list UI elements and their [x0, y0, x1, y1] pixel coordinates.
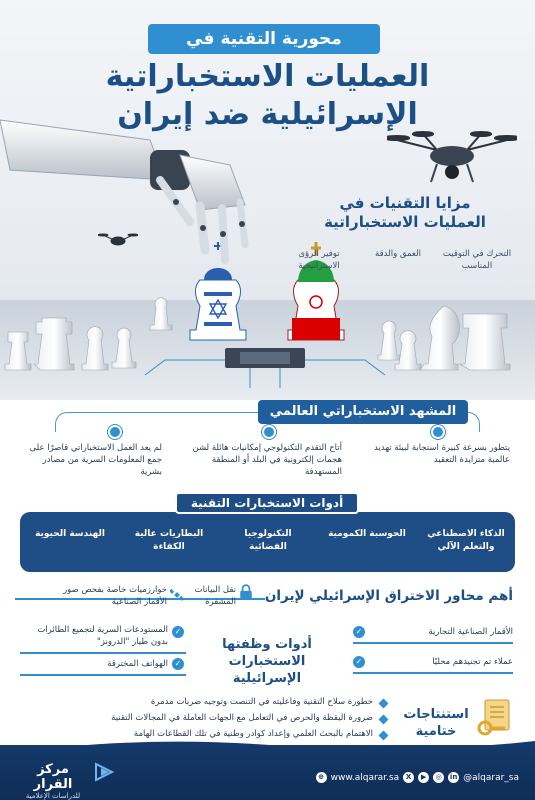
- x-icon[interactable]: X: [403, 772, 414, 783]
- youtube-icon[interactable]: ▶: [418, 772, 429, 783]
- axes-title: أهم محاور الاختراق الإسرائيلي لإيران: [264, 588, 513, 604]
- page-title-line1: العمليات الاستخباراتية: [105, 59, 430, 94]
- axes-item: خوارزميات خاصة بفحص صور الأقمار الصناعية: [63, 585, 167, 607]
- advantages-list: [283, 248, 513, 272]
- advantage-item: توفير الرؤى الاستراتيجية: [298, 249, 340, 271]
- tools-functions-title-line1: أدوات وظفتها: [222, 637, 312, 652]
- footer-logo-text: [18, 762, 88, 800]
- item-underline: [20, 652, 186, 654]
- check-icon: ✓: [353, 656, 365, 668]
- advantages-title: [305, 194, 505, 232]
- tools-function-item: الأقمار الصناعية التجارية: [428, 627, 513, 637]
- axes-item: نقل البيانات المشفرة: [194, 585, 236, 607]
- advantage-item: التحرك في التوقيت المناسب: [442, 249, 512, 271]
- conclusions-title-line1: استنتاجات: [403, 707, 469, 722]
- tools-title: أدوات الاستخبارات التقنية: [175, 492, 359, 514]
- conclusions-title-line2: ختامية: [415, 724, 457, 739]
- page-title-line2: الإسرائيلية ضد إيران: [117, 97, 418, 132]
- timeline-dot: [108, 425, 122, 439]
- tool-item: الهندسة الحيوية: [35, 529, 105, 539]
- page-title: [40, 58, 495, 134]
- tools-functions-title-line2: الاستخبارات الإسرائيلية: [228, 654, 306, 686]
- tool-item: الحوسبة الكمومية: [328, 529, 406, 539]
- subtitle-banner: محورية التقنية في: [148, 24, 380, 54]
- instagram-icon[interactable]: ◎: [433, 772, 444, 783]
- global-scene-item: أتاح التقدم التكنولوجي إمكانيات هائلة لشن هجمات إلكترونية في البلد أو المنطقة المستهدفة: [192, 443, 342, 477]
- bullet-icon: [379, 699, 389, 709]
- item-underline: [353, 672, 513, 674]
- tools-function-item: المستودعات السرية لتجميع الطائرات بدون طيار "الدرونز": [37, 625, 168, 647]
- timeline-dot: [431, 425, 445, 439]
- check-icon: ✓: [353, 626, 365, 638]
- conclusion-item: الاهتمام بالبحث العلمي وإعداد كوادر وطنية في تلك القطاعات الهامة: [133, 729, 373, 739]
- document-key-icon: [475, 698, 515, 738]
- alqarar-logo-icon: [92, 760, 116, 784]
- website-link[interactable]: www.alqarar.sa: [330, 772, 400, 783]
- tools-list: [28, 528, 508, 554]
- conclusion-item: ضرورة اليقظة والحرص في التعامل مع الجهات العاملة في المجالات التقنية: [111, 713, 373, 723]
- tools-function-item: الهواتف المخترقة: [107, 659, 168, 669]
- tools-function-item: عملاء تم تجنيدهم محليًا: [432, 657, 513, 667]
- global-scene-item: لم يعد العمل الاستخباراتي قاصرًا على جمع المعلومات السرية من مصادر بشرية: [29, 443, 162, 477]
- linkedin-icon[interactable]: in: [449, 773, 458, 781]
- item-underline: [20, 674, 186, 676]
- global-scene-title: المشهد الاستخباراتي العالمي: [258, 400, 468, 424]
- advantages-title-line2: العمليات الاستخباراتية: [324, 213, 486, 231]
- tool-item: التكنولوجيا الفضائية: [244, 529, 292, 552]
- bullet-icon: [379, 715, 389, 725]
- logo-main-text: مركز القرار: [33, 762, 73, 792]
- advantage-item: العمق والدقة: [375, 249, 421, 259]
- item-underline: [353, 642, 513, 644]
- timeline-dot: [262, 425, 276, 439]
- robot-arm-illustration: [0, 110, 270, 280]
- social-handle-link[interactable]: @alqarar_sa: [463, 772, 519, 783]
- global-scene-item: يتطور بسرعة كبيرة استجابة لبيئة تهديد عالمية متزايدة التعقيد: [374, 443, 510, 465]
- small-drone-illustration: [98, 232, 138, 248]
- satellite-icon: [170, 588, 184, 602]
- globe-icon[interactable]: ⊕: [316, 772, 327, 783]
- tools-functions-title: [197, 636, 337, 687]
- lock-icon: [238, 584, 254, 600]
- logo-sub-text: للدراسات الإعلامية: [25, 792, 81, 800]
- tool-item: الذكاء الاصطناعي والتعلم الآلي: [427, 529, 505, 552]
- drone-illustration: [387, 128, 517, 188]
- footer-links: [316, 772, 519, 783]
- check-icon: ✓: [172, 626, 184, 638]
- conclusion-item: خطورة سلاح التقنية وفاعليته في التنصت وتوجيه ضربات مدمرة: [150, 697, 373, 707]
- check-icon: ✓: [172, 658, 184, 670]
- advantages-title-line1: مزايا التقنيات في: [339, 194, 471, 212]
- tool-item: البطاريات عالية الكفاءة: [134, 529, 204, 552]
